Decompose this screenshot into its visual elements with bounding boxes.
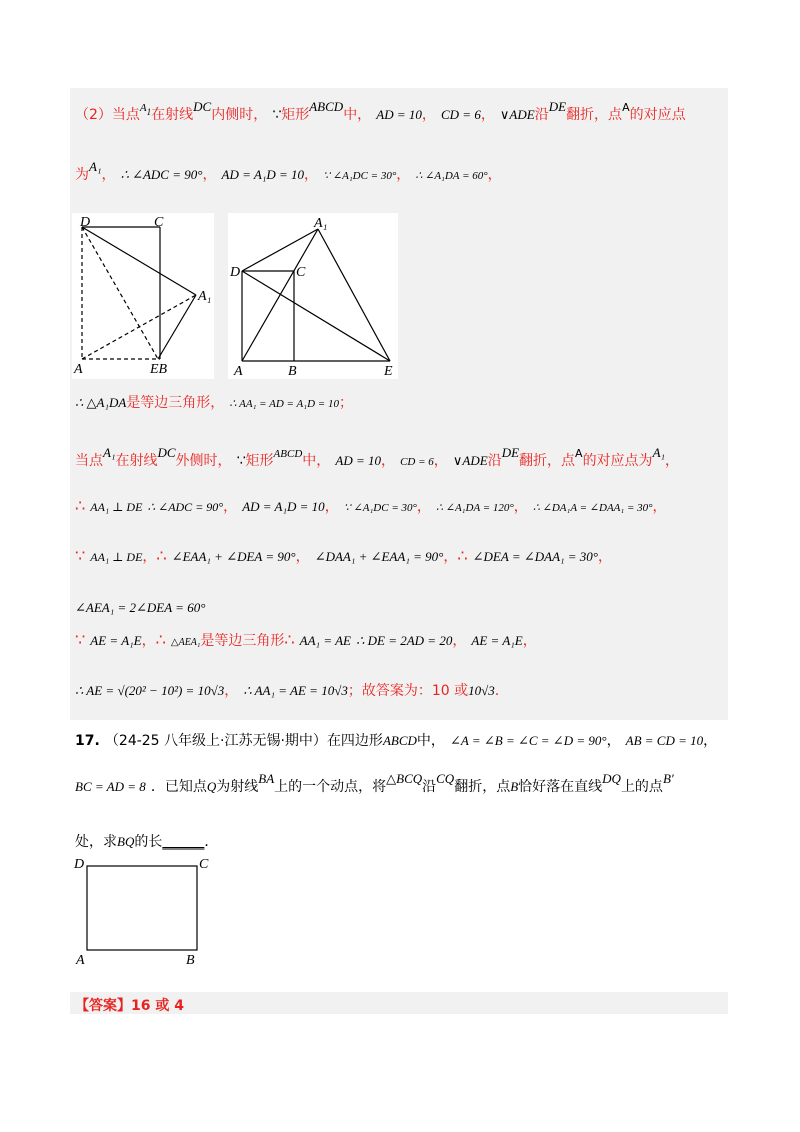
text: 在射线 — [151, 107, 194, 123]
text: 翻折，点 — [454, 779, 511, 795]
eq-ae-a1e: AE = A₁E — [471, 633, 523, 648]
solution-line-2 — [75, 159, 502, 194]
label-c: C — [296, 265, 306, 280]
eq-ae-a1e: AE = A₁E — [90, 633, 142, 648]
comma: ， — [304, 167, 319, 183]
comma: ， — [598, 549, 612, 565]
a1-letter: A — [139, 102, 147, 114]
therefore-symbol: ∴ — [457, 546, 468, 565]
comma: ， — [101, 167, 116, 183]
label-a1: A₁ — [198, 289, 212, 304]
text: 中， — [343, 107, 372, 123]
therefore-symbol: ∴ — [284, 630, 295, 649]
eq-ad-a1d: AD = A₁D = 10 — [221, 167, 305, 182]
problem-source: （24-25 八年级上·江苏无锡·期中） — [104, 733, 327, 749]
point-b-prime: B′ — [662, 771, 674, 786]
text: 沿 — [534, 107, 549, 123]
answer-value: 16 或 4 — [131, 998, 184, 1014]
eq-aa1: ∴ AA₁ = AD = A₁D = 10 — [229, 398, 339, 410]
figure-1-inner-case — [72, 213, 214, 379]
solution-line-1 — [75, 99, 686, 134]
label-a: A — [74, 362, 83, 377]
label-c: C — [199, 857, 209, 872]
therefore-symbol: ∴ — [155, 630, 166, 649]
comma: ， — [224, 683, 239, 699]
text: 处，求 — [75, 834, 117, 850]
eq-angle-a1dc: ∵ ∠A₁DC = 30° — [343, 502, 417, 514]
figure-2-outer-case — [228, 213, 398, 379]
solution-line-3 — [75, 392, 353, 422]
comma: ， — [421, 107, 436, 123]
eq-angle-da1a: ∴ ∠DA₁A = ∠DAA₁ = 30° — [532, 502, 653, 514]
comma: ， — [433, 453, 448, 469]
text: 为 — [75, 167, 89, 183]
rect-abcd: ABCD — [309, 99, 344, 114]
comma: ， — [513, 499, 528, 515]
label-a1: A₁ — [314, 216, 328, 231]
point-a1: A₁ — [652, 445, 666, 460]
eq-bc-ad: BC = AD = 8 — [75, 779, 146, 794]
eq-angle-adc: ∴ ∠ADC = 90° — [120, 167, 203, 182]
label-d: D — [80, 215, 91, 230]
eq-ad: AD = 10 — [335, 453, 381, 468]
text: 在四边形 — [326, 733, 383, 749]
text: 中， — [416, 733, 445, 749]
comma: ， — [416, 499, 431, 515]
solution-line-7 — [75, 597, 205, 627]
text: 在射线 — [115, 453, 158, 469]
comma: ， — [480, 107, 495, 123]
solution-line-6 — [75, 546, 612, 576]
rect-abcd: ABCD — [273, 448, 303, 460]
text: 矩形 — [245, 453, 274, 469]
text: 沿 — [422, 779, 437, 795]
text: 是等边三角形， — [126, 395, 225, 411]
eq-angle-sum-1: ∠EAA₁ + ∠DEA = 90° — [171, 549, 296, 564]
text: 的对应点为 — [582, 453, 653, 469]
eq-cd: CD = 6 — [440, 107, 481, 122]
comma: ， — [522, 633, 537, 649]
figure-3-rectangle — [70, 852, 220, 970]
text: 翻折，点 — [519, 453, 576, 469]
answer-line — [75, 995, 184, 1025]
comma: ， — [452, 633, 467, 649]
label-c: C — [154, 215, 164, 230]
text: 上的一个动点，将 — [274, 779, 387, 795]
label-a: A — [76, 953, 85, 968]
eq-angle-adc: ∴ ∠ADC = 90° — [147, 500, 224, 514]
therefore-symbol: ∴ — [75, 496, 86, 515]
label-d: D — [230, 265, 241, 280]
label-b: B — [186, 953, 195, 968]
comma: ， — [295, 549, 310, 565]
answer-value: 10√3 — [468, 683, 495, 698]
point-q: Q — [206, 779, 217, 794]
line-de: DE — [501, 445, 520, 460]
line-de: DE — [548, 99, 567, 114]
because-symbol: ∵ — [236, 453, 246, 469]
comma: ， — [652, 499, 667, 515]
eq-ad-a1d: AD = A₁D = 10 — [242, 499, 325, 514]
solution-line-5 — [75, 496, 667, 526]
problem-number: 17. — [75, 733, 100, 749]
eq-perp: AA₁ ⊥ DE — [90, 500, 143, 514]
label-eb: EB — [150, 362, 168, 377]
comma: ， — [142, 549, 157, 565]
eq-angles: ∠A = ∠B = ∠C = ∠D = 90° — [449, 733, 607, 748]
text: 的长 — [134, 834, 163, 850]
ray-ba: BA — [258, 771, 275, 786]
point-a1 — [139, 102, 152, 122]
comma: ， — [141, 633, 156, 649]
comma: ， — [324, 499, 339, 515]
because-symbol: ∵ — [75, 546, 86, 565]
triangle-bcq: △BCQ — [386, 771, 423, 786]
problem-17-line-2 — [75, 771, 674, 806]
triangle-ade: ∨ADE — [499, 107, 535, 122]
ray-dc: DC — [193, 99, 212, 114]
line-dq: DQ — [602, 771, 621, 786]
problem-17-line-1 — [75, 730, 717, 760]
eq-ae-value: ∴ AE = √(20² − 10²) = 10√3 — [75, 683, 225, 698]
text: 为射线 — [216, 779, 259, 795]
comma: ， — [665, 453, 680, 469]
comma: ， — [223, 499, 238, 515]
point-a1: A₁ — [89, 159, 102, 174]
eq-angle-a1da: ∴ ∠A₁DA = 120° — [436, 502, 514, 514]
label-d: D — [74, 857, 85, 872]
a1-sub: 1 — [146, 107, 152, 117]
therefore-symbol: ∴ — [156, 546, 167, 565]
eq-angle-a1dc: ∵ ∠A₁DC = 30° — [323, 170, 397, 182]
eq-angle-aea1: ∠AEA₁ = 2∠DEA = 60° — [75, 600, 206, 615]
text: 当点 — [75, 453, 103, 469]
answer-blank: ______ — [162, 834, 205, 850]
point-a1: A₁ — [103, 445, 116, 460]
eq-ad: AD = 10 — [376, 107, 422, 122]
comma: ， — [606, 733, 621, 749]
answer-text: ；故答案为：10 或 — [347, 683, 469, 699]
eq-angle-dea: ∠DEA = ∠DAA₁ = 30° — [472, 549, 598, 564]
triangle-aea1: △AEA₁ — [170, 637, 201, 648]
text: 的对应点 — [629, 107, 686, 123]
comma: ， — [396, 167, 411, 183]
label-a: A — [234, 364, 243, 379]
text: ； — [338, 395, 353, 411]
text: ． — [204, 834, 219, 850]
text: 外侧时， — [175, 453, 232, 469]
point-b: B — [510, 779, 519, 794]
eq-ab-cd: AB = CD = 10 — [625, 733, 704, 748]
solution-line-8 — [75, 630, 537, 660]
part-label: （2）当点 — [75, 107, 140, 123]
comma: ， — [703, 733, 718, 749]
because-symbol: ∵ — [75, 630, 86, 649]
solution-line-9 — [75, 680, 499, 710]
segment-bq: BQ — [117, 834, 135, 849]
triangle-ade: ∨ADE — [452, 453, 488, 468]
label-e: E — [384, 364, 393, 379]
eq-perp: AA₁ ⊥ DE — [90, 550, 143, 564]
point-a: A — [575, 447, 583, 460]
eq-angle-sum-2: ∠DAA₁ + ∠EAA₁ = 90° — [314, 549, 444, 564]
period: . — [494, 683, 500, 699]
line-cq: CQ — [436, 771, 455, 786]
ray-dc: DC — [157, 445, 176, 460]
text: 中， — [302, 453, 331, 469]
eq-de: ∴ DE = 2AD = 20 — [356, 633, 453, 648]
text: 矩形 — [281, 107, 310, 123]
comma: ， — [487, 167, 502, 183]
answer-label: 【答案】 — [75, 998, 131, 1014]
text: 是等边三角形 — [200, 633, 285, 649]
text: 内侧时， — [211, 107, 268, 123]
label-b: B — [288, 364, 297, 379]
quad-abcd: ABCD — [382, 733, 417, 748]
comma: ， — [202, 167, 217, 183]
eq-cd: CD = 6 — [400, 456, 434, 468]
comma: ， — [443, 549, 458, 565]
triangle-a1da: ∴ △A₁DA — [75, 395, 127, 410]
text: ．已知点 — [150, 779, 207, 795]
because-symbol: ∵ — [272, 107, 282, 123]
comma: ， — [380, 453, 395, 469]
point-a: A — [622, 101, 630, 114]
eq-angle-a1da: ∴ ∠A₁DA = 60° — [415, 170, 488, 182]
text: 恰好落在直线 — [518, 779, 603, 795]
text: 上的点 — [620, 779, 663, 795]
text: 沿 — [487, 453, 502, 469]
eq-aa1-value: ∴ AA₁ = AE = 10√3 — [243, 683, 348, 698]
eq-aa1-ae: AA₁ = AE — [299, 633, 351, 648]
solution-line-4 — [75, 445, 680, 480]
text: 翻折，点 — [566, 107, 623, 123]
